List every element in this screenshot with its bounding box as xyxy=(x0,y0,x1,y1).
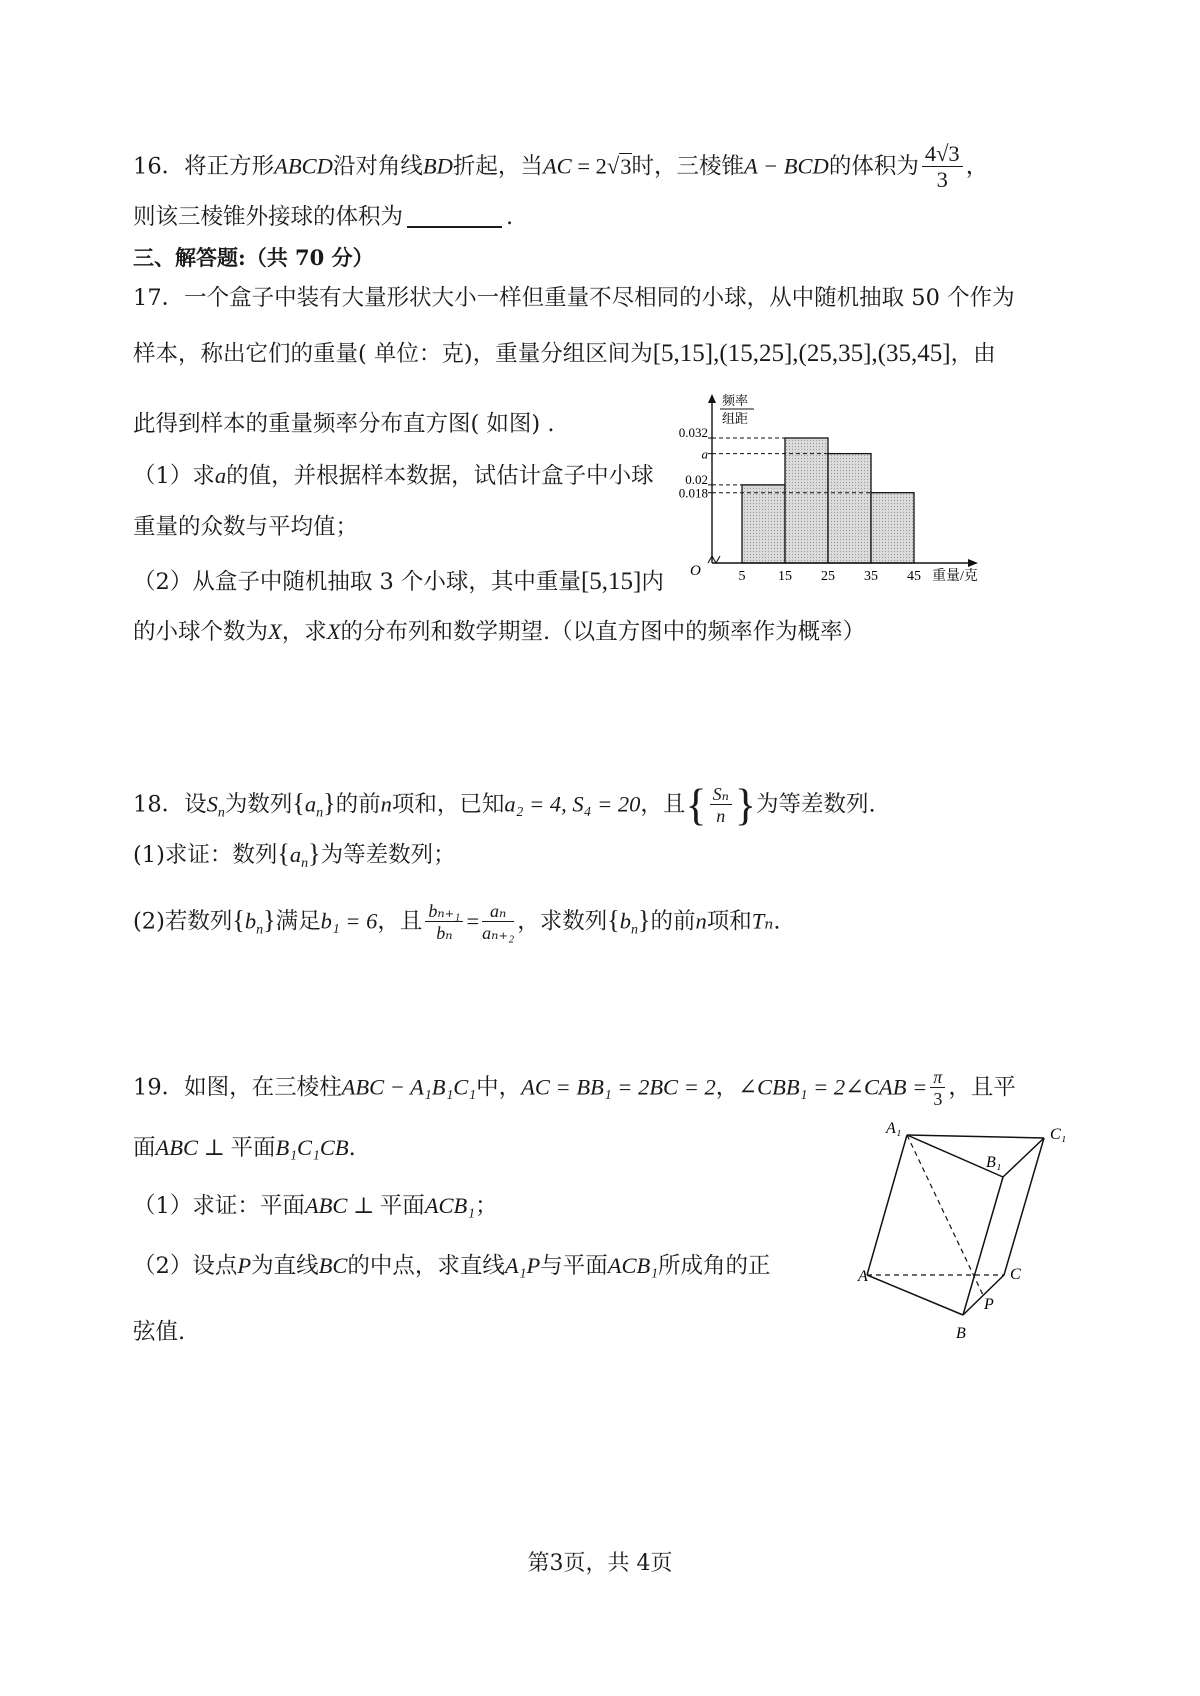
section-heading: 三、解答题:（共 70 分） xyxy=(133,245,374,270)
edge-b1-b xyxy=(963,1177,1003,1315)
x-tick-label: 15 xyxy=(778,569,792,584)
x-tick-label: 35 xyxy=(864,569,878,584)
edge-a1-a xyxy=(867,1135,907,1275)
recurrence-left-fraction: $\frac{\text{bₙ₊₁}}{\text{bₙ}}$ xyxy=(425,901,463,944)
y-label-denominator: 组距 xyxy=(722,411,749,426)
label-c1: C₁ xyxy=(1050,1126,1067,1143)
page-footer: 第3页，共 4页 xyxy=(527,1551,673,1576)
x-tick-label: 45 xyxy=(907,569,921,584)
q17-part1: （1）求a的值，并根据样本数据，试估计盒子中小球 xyxy=(133,463,654,489)
y-tick-label: a xyxy=(701,446,708,462)
edge-a1-c1 xyxy=(907,1135,1044,1138)
q17-line1: 17．一个盒子中装有大量形状大小一样但重量不尽相同的小球，从中随机抽取 50 个作为 xyxy=(133,285,1015,311)
origin-label: O xyxy=(690,563,701,579)
q18-part2: (2)若数列$\{b_n\}$满足b₁ = 6，且 $\frac{\text{bₙ₊₁}}{\text{bₙ}}$ = $\frac{\text{aₙ}}{\text{aₙ₊₂}}$ ，求数列$\{b_n\}$的前n项和Tₙ. xyxy=(133,901,781,943)
x-tick-label: 5 xyxy=(738,569,746,584)
q18-line1: 18．设$S_n$为数列$\{a_n\}$的前n项和，已知a₂ = 4, S₄ = 20，且{ $\frac{\text{Sₙ}}{n}$ }为等差数列. xyxy=(133,780,876,830)
label-b1: B₁ xyxy=(986,1154,1002,1171)
sn-over-n-fraction: $\frac{\text{Sₙ}}{n}$ xyxy=(710,784,732,827)
edge-a-b xyxy=(867,1275,963,1315)
q16-volume-fraction: $\frac{4√3}{3}$ xyxy=(922,142,963,193)
q19-part2: （2）设点P为直线BC的中点，求直线A₁P与平面ACB₁所成角的正 xyxy=(133,1253,771,1279)
histogram-bar xyxy=(828,454,871,563)
q17-line3: 此得到样本的重量频率分布直方图( 如图) . xyxy=(133,411,555,437)
q19-line1: 19．如图，在三棱柱ABC − A₁B₁C₁中，AC = BB₁ = 2BC = 2，∠CBB₁ = 2∠CAB = $\frac{\pi}{3}$ ，且平 xyxy=(133,1067,1016,1109)
q18-part1: (1)求证：数列$\{a_n\}$为等差数列； xyxy=(133,839,456,871)
q17-part2: （2）从盒子中随机抽取 3 个小球，其中重量[5,15]内 xyxy=(133,568,664,595)
x-tick-label: 25 xyxy=(821,569,835,584)
q19-line2: 面ABC ⊥ 平面B₁C₁CB. xyxy=(133,1135,356,1161)
edge-a1-p-hidden xyxy=(907,1135,983,1295)
label-a1: A₁ xyxy=(886,1120,902,1137)
histogram-bar xyxy=(742,485,785,563)
recurrence-right-fraction: $\frac{\text{aₙ}}{\text{aₙ₊₂}}$ xyxy=(482,901,515,943)
x-axis-arrow xyxy=(968,559,978,567)
q16-line2: 则该三棱锥外接球的体积为 . xyxy=(133,204,514,230)
q19-part2-cont: 弦值. xyxy=(133,1319,186,1345)
label-c: C xyxy=(1010,1266,1021,1283)
q17-part2-cont: 的小球个数为X，求X的分布列和数学期望.（以直方图中的频率作为概率） xyxy=(133,619,866,645)
edge-c1-c xyxy=(1004,1138,1044,1275)
y-tick-label: 0.032 xyxy=(678,425,708,440)
histogram-bar xyxy=(871,493,914,563)
q17-part1-cont: 重量的众数与平均值； xyxy=(133,514,359,540)
x-axis-label: 重量/克 xyxy=(932,569,978,584)
y-label-numerator: 频率 xyxy=(722,393,749,408)
label-b: B xyxy=(956,1325,966,1342)
histogram-bar xyxy=(785,438,828,563)
y-tick-label: 0.02 xyxy=(685,471,708,487)
q16-line1: 16．将正方形ABCD沿对角线BD折起，当AC = 2√3时，三棱锥A − BCD的体积为 $\frac{4√3}{3}$ ， xyxy=(133,141,989,192)
answer-blank xyxy=(407,204,502,228)
q19-part1: （1）求证：平面ABC ⊥ 平面ACB₁； xyxy=(133,1193,498,1219)
y-tick-label: 0.018 xyxy=(678,485,708,501)
label-p: P xyxy=(984,1296,994,1313)
prism-figure xyxy=(860,1115,1090,1350)
weight-histogram xyxy=(650,388,1000,598)
pi-over-3-fraction: $\frac{\pi}{3}$ xyxy=(930,1067,945,1110)
q17-line2: 样本，称出它们的重量( 单位：克)，重量分组区间为[5,15],(15,25],(25,35],(35,45]，由 xyxy=(133,340,996,367)
axis-break-icon xyxy=(708,556,720,563)
label-a: A xyxy=(858,1268,868,1285)
y-axis-arrow xyxy=(708,394,716,403)
